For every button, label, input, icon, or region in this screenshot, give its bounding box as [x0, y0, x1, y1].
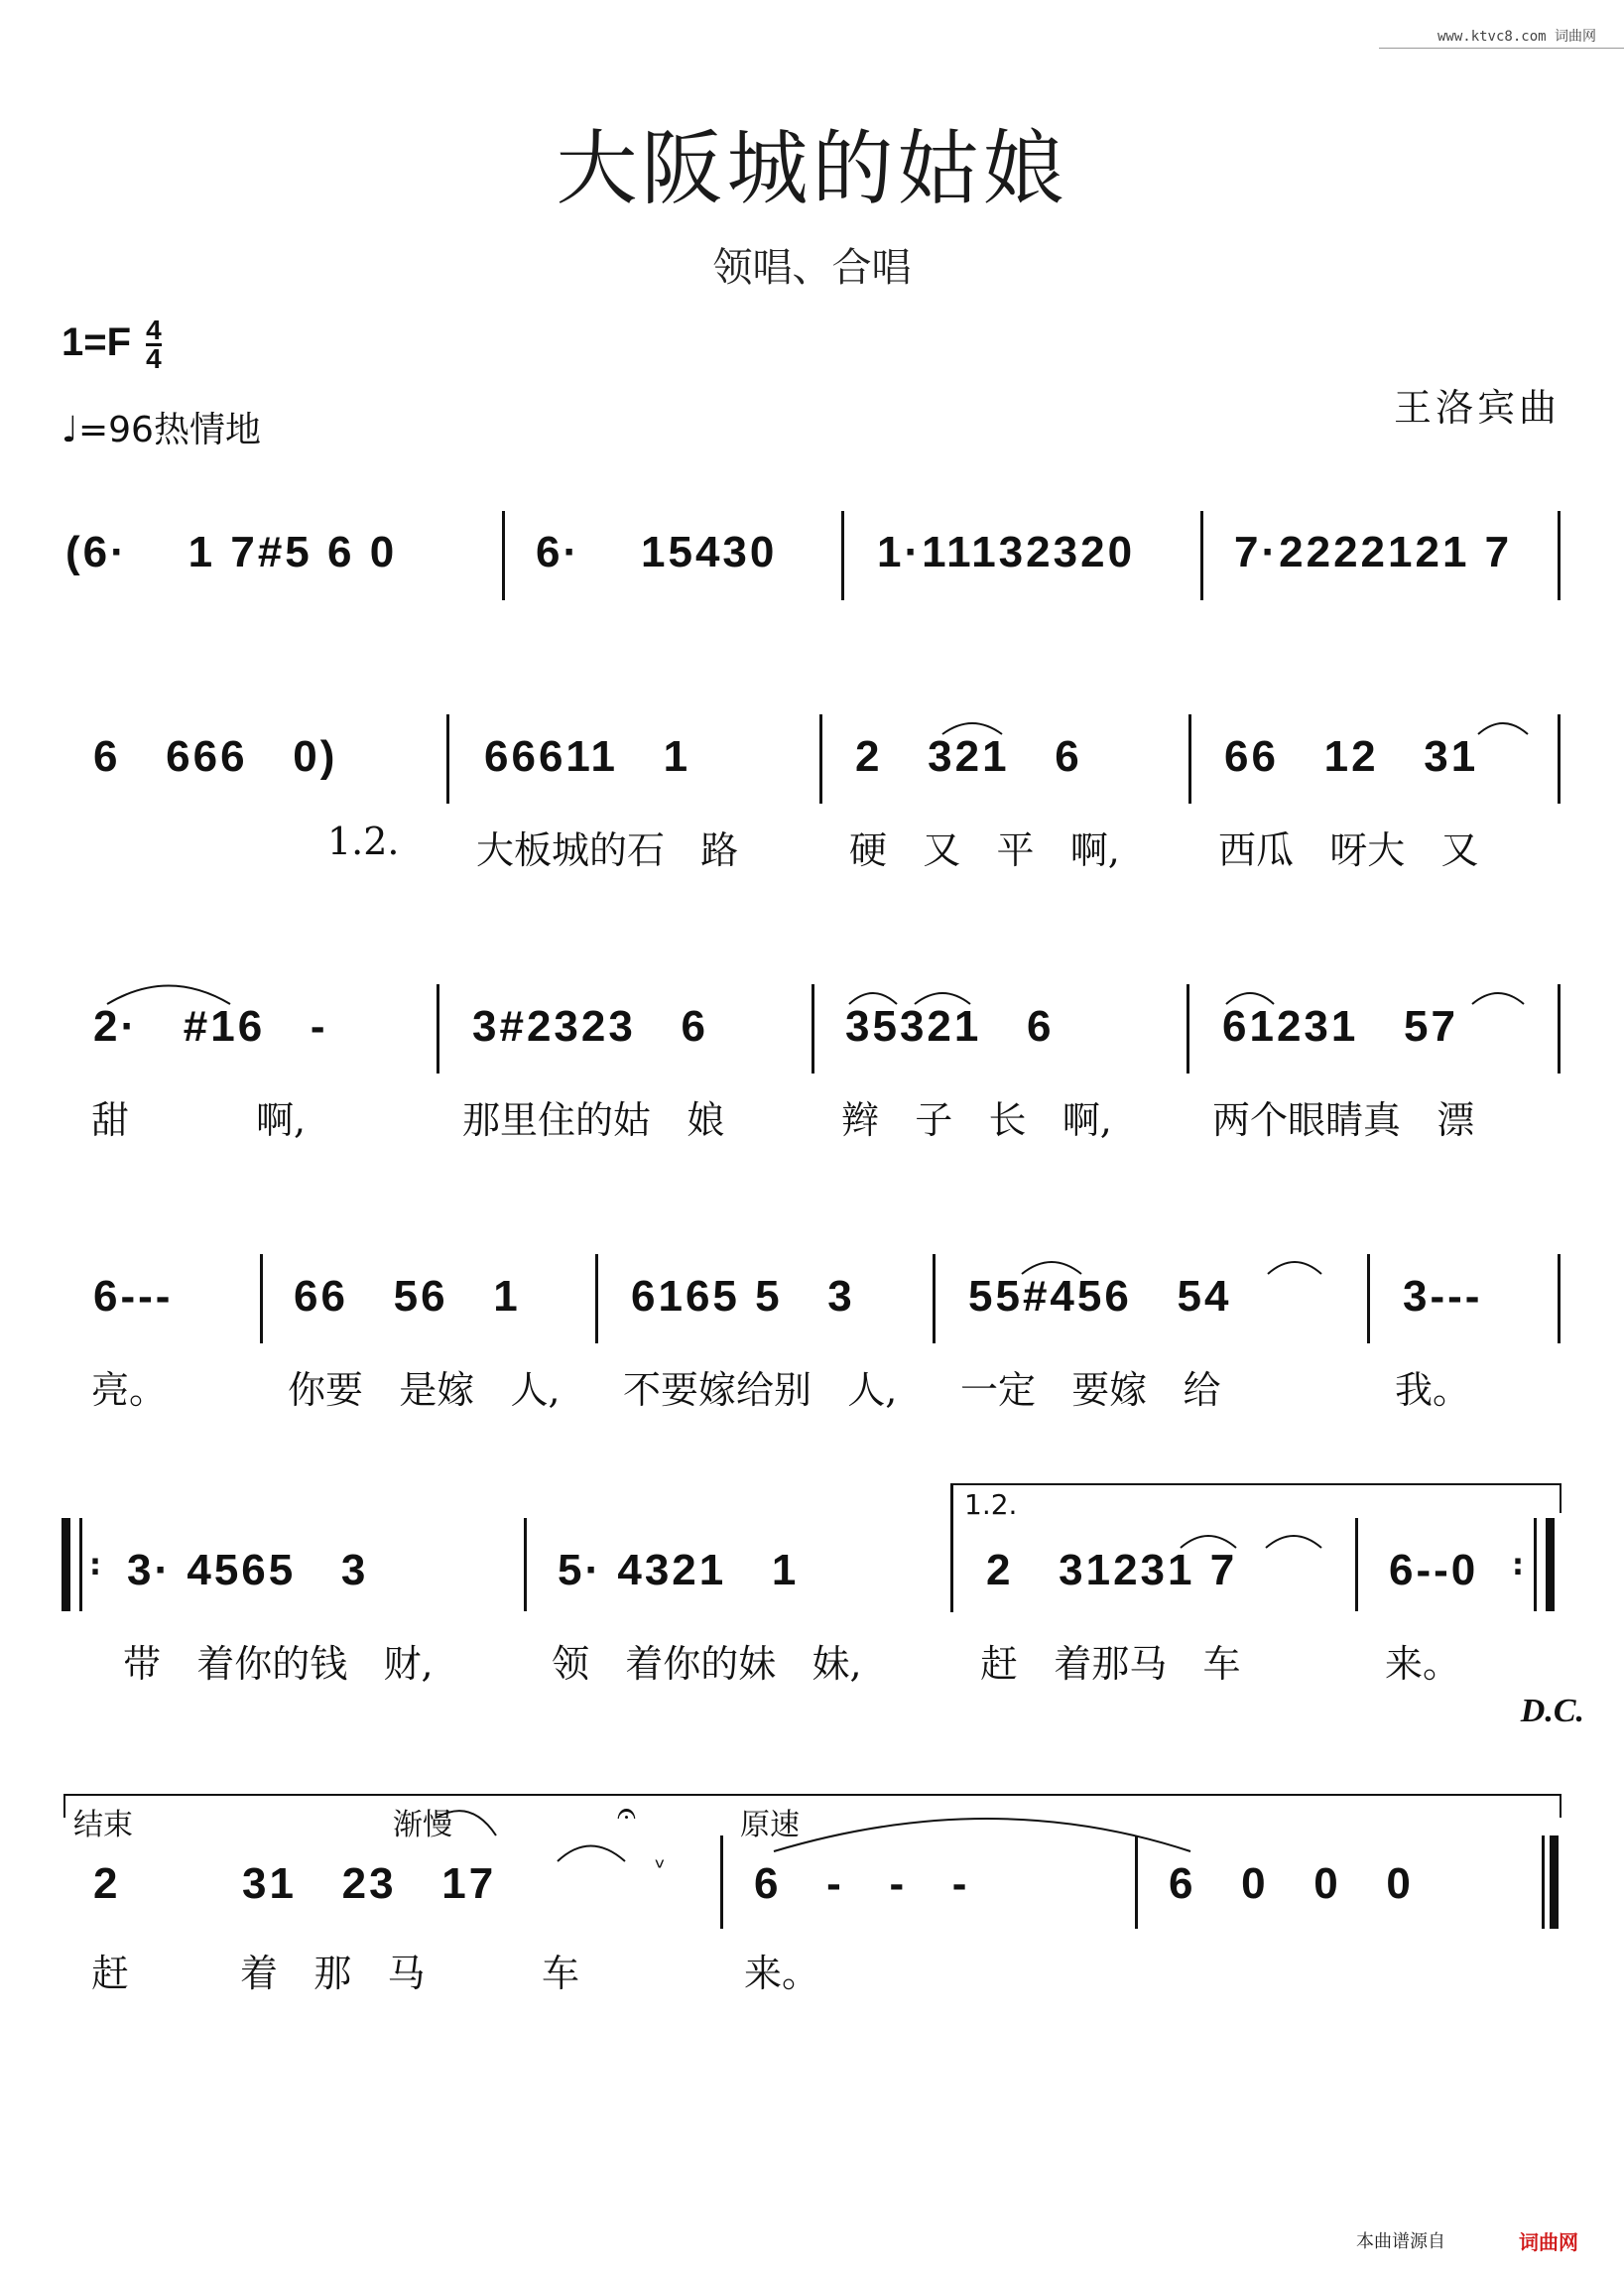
lyric-line: 一定 要嫁 给 [960, 1368, 1221, 1412]
volta-label: 1.2. [964, 1488, 1018, 1521]
lyric-line: 你要 是嫁 人, [288, 1368, 561, 1412]
lyric-line: 啊, [256, 1098, 307, 1142]
subtitle: 领唱、合唱 [712, 245, 912, 291]
lyric-line: 辫 子 长 啊, [841, 1098, 1112, 1142]
lyric-line: 赶 [91, 1952, 130, 1995]
measure: 2 [93, 1859, 121, 1908]
composer: 王洛宾曲 [1393, 386, 1561, 430]
fermata-icon: 𝄐 [617, 1794, 636, 1834]
measure: 31 23 17 [242, 1859, 497, 1908]
lyric-line: 大板城的石 路 [476, 828, 739, 872]
side-watermark-right [1606, 60, 1620, 2242]
repeat-dots: : [89, 1548, 101, 1582]
lyric-line: 两个眼睛真 漂 [1212, 1098, 1475, 1142]
measure: 66 56 1 [294, 1272, 521, 1321]
lyric-line: 来。 [1385, 1642, 1461, 1686]
lyric-line: 亮。 [91, 1368, 168, 1412]
measure: 35321 6 [845, 1002, 1055, 1051]
lyric-line: 甜 [91, 1098, 130, 1142]
breath-mark-icon: ᵛ [655, 1853, 666, 1883]
measure: 6--0 [1389, 1546, 1479, 1594]
measure: 3#2323 6 [472, 1002, 708, 1051]
site-watermark: www.ktvc8.com 词曲网 [1437, 29, 1596, 45]
measure: 6165 5 3 [631, 1272, 855, 1321]
key-label: 1=F [62, 320, 132, 365]
lyric-line: 领 着你的妹 妹, [552, 1642, 862, 1686]
measure: 6--- [93, 1272, 174, 1321]
measure: 6· 15430 [536, 528, 778, 576]
lyric-line: 赶 着那马 车 [980, 1642, 1241, 1686]
ending-label: 结束 [73, 1808, 133, 1842]
measure: 66 12 31 [1224, 732, 1479, 781]
page-title: 大阪城的姑娘 [556, 122, 1068, 216]
measure: 2 321 6 [855, 732, 1082, 781]
measure: 6 - - - [754, 1859, 970, 1908]
footer-logo[interactable]: 词曲网 [1519, 2230, 1578, 2254]
lyric-line: 西瓜 呀大 又 [1218, 828, 1479, 872]
measure: 55#456 54 [968, 1272, 1232, 1321]
measure: 5· 4321 1 [558, 1546, 800, 1594]
lyric-line: 带 着你的钱 财, [123, 1642, 434, 1686]
measure: 7·2222121 7 [1234, 528, 1513, 576]
lyric-line: 车 [542, 1952, 580, 1995]
footer-source: 本曲谱源自 [1356, 2231, 1445, 2252]
lyric-line: 硬 又 平 啊, [849, 828, 1120, 872]
measure: 3· 4565 3 [127, 1546, 369, 1594]
ritardando-label: 渐慢 [393, 1808, 452, 1842]
measure: 3--- [1403, 1272, 1483, 1321]
measure: 61231 57 [1222, 1002, 1458, 1051]
time-top: 4 [146, 315, 162, 345]
measure: 66611 1 [484, 732, 691, 781]
repeat-dots: : [1512, 1548, 1524, 1582]
measure: 6 0 0 0 [1169, 1859, 1414, 1908]
lyric-line: 来。 [744, 1952, 820, 1995]
lyric-line: 我。 [1395, 1368, 1471, 1412]
measure: 2 31231 7 [986, 1546, 1238, 1594]
measure: 6 666 0) [93, 732, 338, 781]
a-tempo-label: 原速 [740, 1808, 800, 1842]
lyric-line: 1.2. [327, 820, 400, 863]
measure: 2· #16 - [93, 1002, 328, 1051]
lyric-line: 不要嫁给别 人, [623, 1368, 898, 1412]
lyric-line: 那里住的姑 娘 [462, 1098, 725, 1142]
time-bottom: 4 [146, 343, 162, 374]
quarter-note-icon: ♩ [62, 410, 78, 450]
tempo-text: =96热情地 [77, 410, 261, 450]
side-watermark-left [2, 60, 16, 2242]
measure: (6· 1 7#5 6 0 [65, 528, 398, 576]
lyric-line: 着 那 马 [240, 1952, 426, 1995]
measure: 1·11132320 [877, 528, 1136, 576]
da-capo-marking: D.C. [1520, 1693, 1584, 1729]
